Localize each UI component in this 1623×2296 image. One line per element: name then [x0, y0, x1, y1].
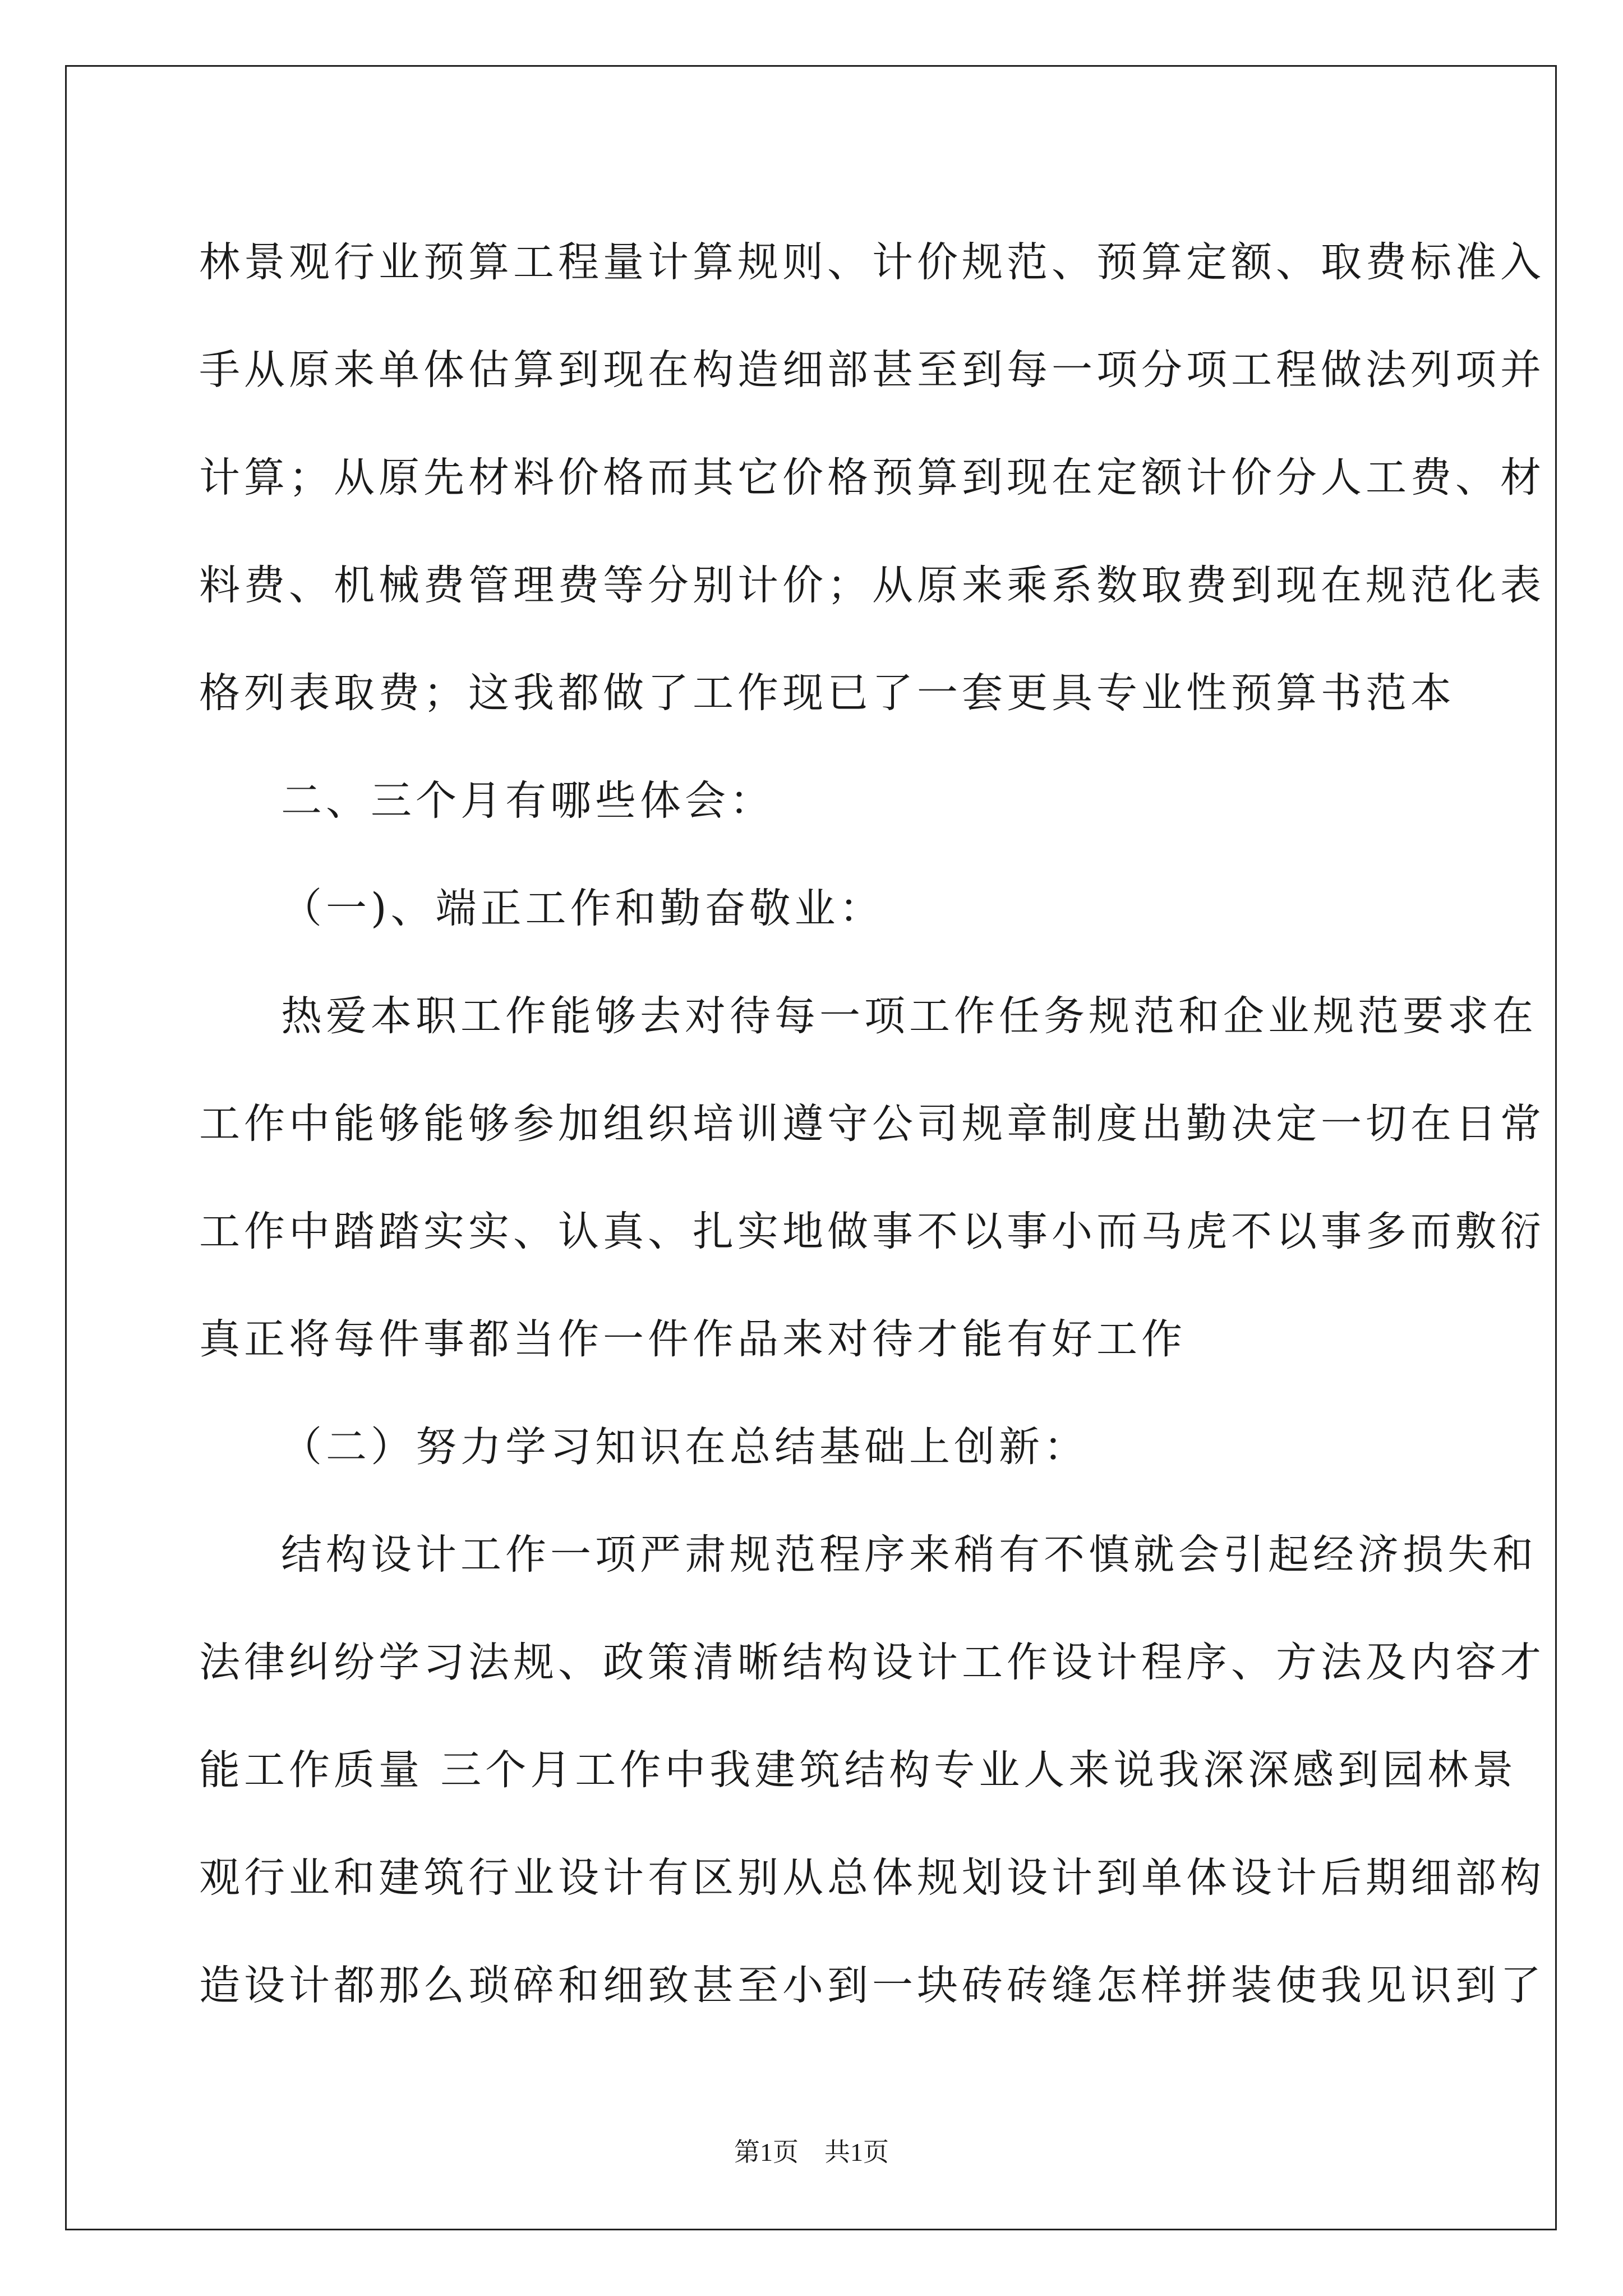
section-heading: 二、三个月有哪些体会： [281, 777, 774, 825]
document-body [199, 209, 1545, 2040]
text-line: 观行业和建筑行业设计有区别从总体规划设计到单体设计后期细部构 [199, 1854, 1545, 1902]
text-line: 法律纠纷学习法规、政策清晰结构设计工作设计程序、方法及内容才 [199, 1639, 1545, 1686]
text-line: 林景观行业预算工程量计算规则、计价规范、预算定额、取费标准入 [199, 238, 1545, 286]
text-line: 工作中踏踏实实、认真、扎实地做事不以事小而马虎不以事多而敷衍 [199, 1208, 1545, 1255]
page-number-footer: 第1页 共1页 [734, 2138, 889, 2166]
text-line: 工作中能够能够参加组织培训遵守公司规章制度出勤决定一切在日常 [199, 1100, 1545, 1148]
text-line: 格列表取费；这我都做了工作现已了一套更具专业性预算书范本 [199, 669, 1455, 717]
text-line: 料费、机械费管理费等分别计价；从原来乘系数取费到现在规范化表 [199, 562, 1545, 609]
text-line: 计算；从原先材料价格而其它价格预算到现在定额计价分人工费、材 [199, 454, 1545, 501]
subsection-heading: （二）努力学习知识在总结基础上创新： [281, 1423, 1089, 1471]
text-line: 造设计都那么琐碎和细致甚至小到一块砖砖缝怎样拼装使我见识到了 [199, 1962, 1545, 2009]
text-line: 真正将每件事都当作一件作品来对待才能有好工作 [199, 1315, 1186, 1363]
text-line: 手从原来单体估算到现在构造细部甚至到每一项分项工程做法列项并 [199, 346, 1545, 394]
text-line: 能工作质量 三个月工作中我建筑结构专业人来说我深深感到园林景 [199, 1746, 1518, 1794]
paragraph-start: 热爱本职工作能够去对待每一项工作任务规范和企业规范要求在 [281, 992, 1537, 1040]
paragraph-start: 结构设计工作一项严肃规范程序来稍有不慎就会引起经济损失和 [281, 1531, 1537, 1579]
subsection-heading: （一)、端正工作和勤奋敬业： [281, 885, 884, 932]
